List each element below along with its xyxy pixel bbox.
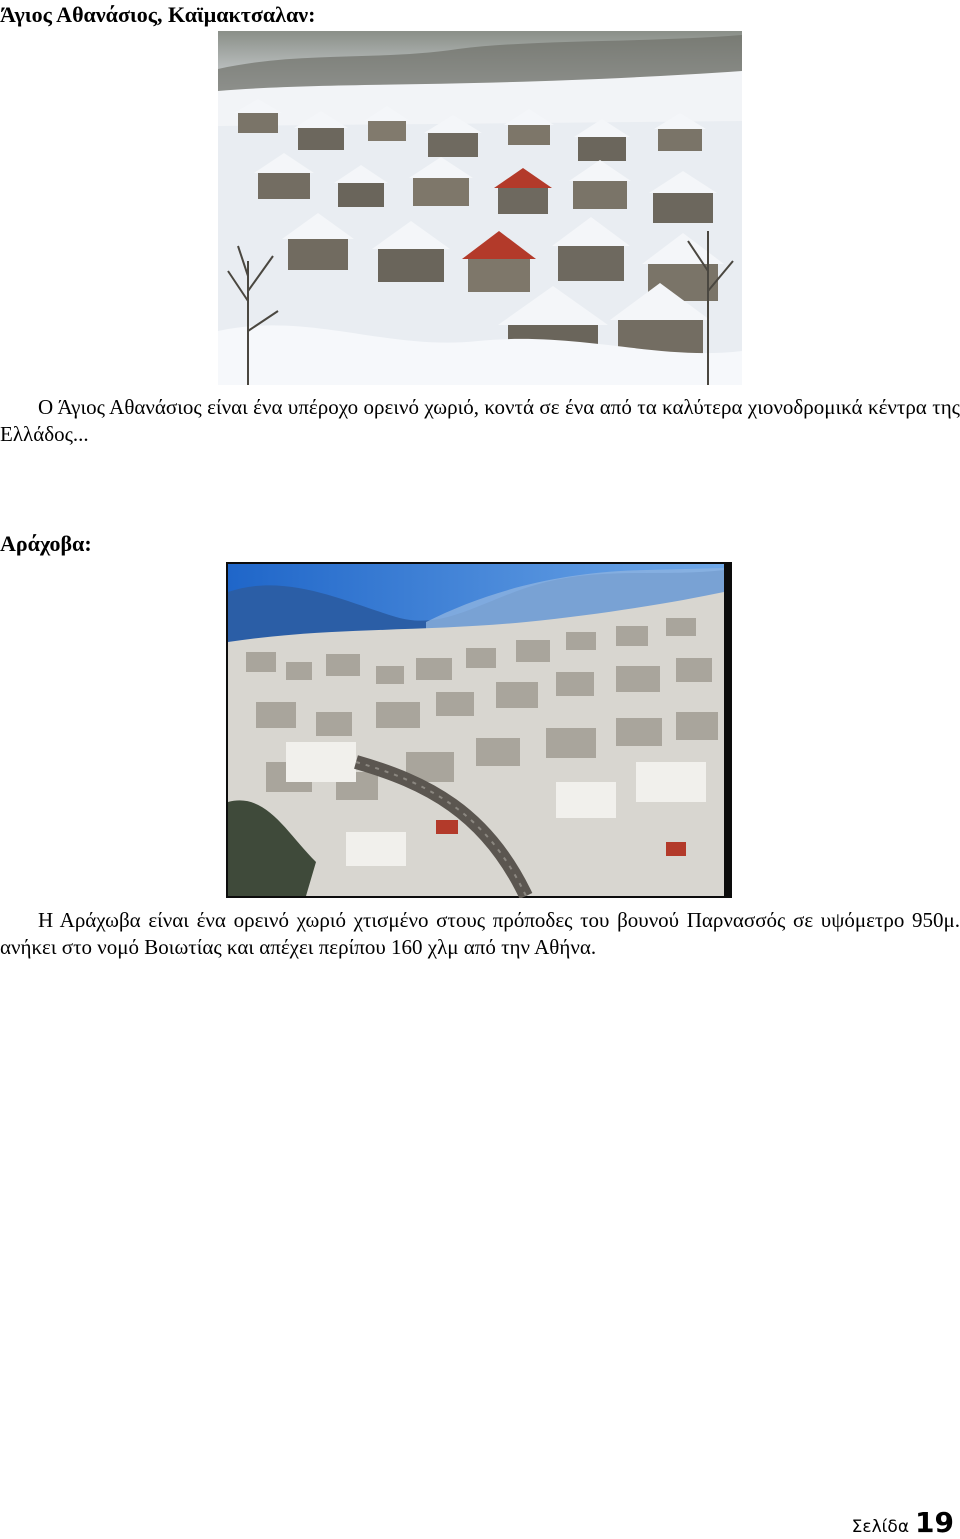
page-number: 19: [915, 1506, 954, 1539]
page-label: Σελίδα: [851, 1517, 910, 1537]
page-footer: [852, 1506, 954, 1539]
section-caption-agios-athanasios: Ο Άγιος Αθανάσιος είναι ένα υπέροχο ορεινό χωριό, κοντά σε ένα από τα καλύτερα χιονοδρομικά κέντρα της Ελλάδος...: [0, 395, 960, 446]
section-caption-arachova: Η Αράχωβα είναι ένα ορεινό χωριό χτισμένο στους πρόποδες του βουνού Παρνασσός σε υψόμετρο 950μ. ανήκει στο νομό Βοιωτίας και απέχει περίπου 160 χλμ από την Αθήνα.: [0, 908, 960, 959]
section-heading-arachova: Αράχοβα:: [0, 531, 92, 556]
section-heading-agios-athanasios: Άγιος Αθανάσιος, Καϊμακτσαλαν:: [0, 2, 316, 27]
snow-covered-village-photo: [218, 31, 742, 385]
aerial-mountain-town-photo: [226, 562, 732, 898]
